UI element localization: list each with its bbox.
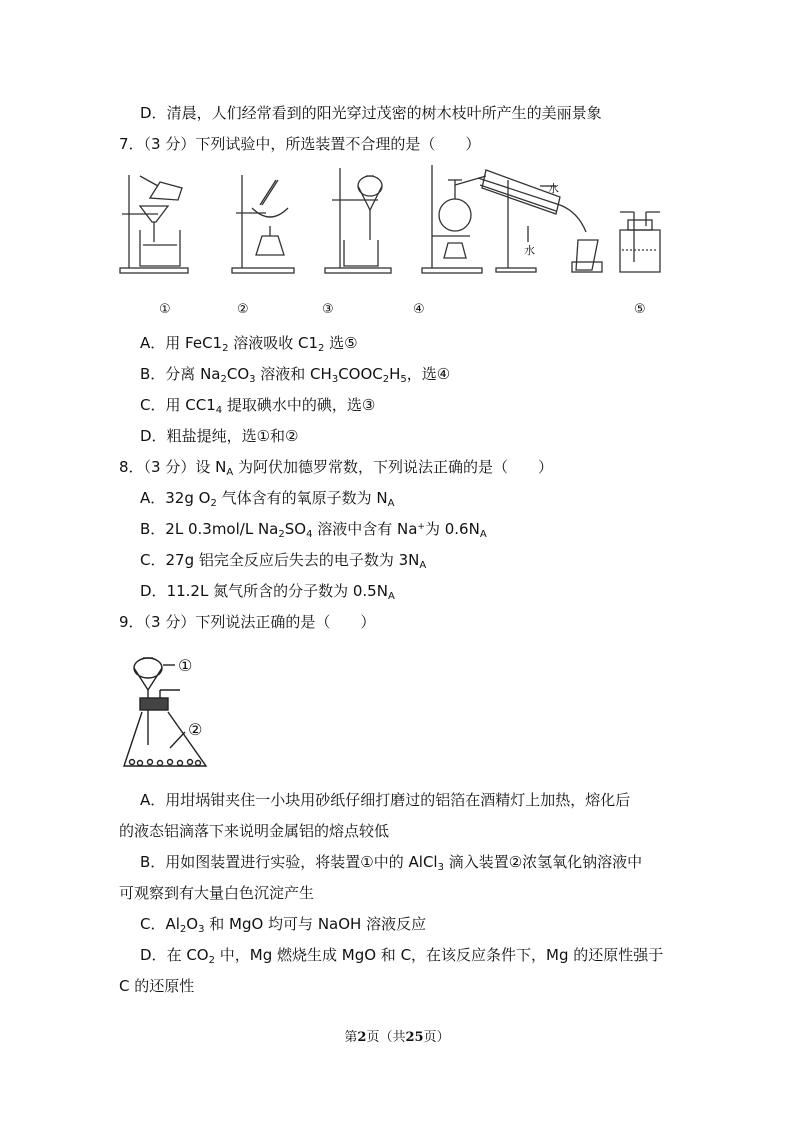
q8-option-b: B．2L 0.3mol/L $Na_2SO_4$ 溶液中含有 Na+为 $0.6N_A$ <box>140 520 487 540</box>
q8-option-a: A．32g $O_2$ 气体含有的氧原子数为 $N_A$ <box>140 489 395 509</box>
q7-option-d: D．粗盐提纯，选①和② <box>140 427 299 445</box>
apparatus-label-5: ⑤ <box>634 302 646 317</box>
q6-option-d: D．清晨，人们经常看到的阳光穿过茂密的树木枝叶所产生的美丽景象 <box>140 104 602 122</box>
filtration-apparatus <box>120 175 188 273</box>
separatory-funnel-apparatus <box>325 168 391 273</box>
q7-option-c: C．用 $CC1_4$ 提取碘水中的碘，选③ <box>140 396 376 416</box>
q9-option-b: B．用如图装置进行实验，将装置①中的 AlCl$_3$ 滴入装置②浓氢氧化钠溶液中 <box>140 853 643 873</box>
q9-figure-label-1: ① <box>178 656 193 675</box>
q9-option-a: A．用坩埚钳夹住一小块用砂纸仔细打磨过的铝箔在酒精灯上加热，熔化后 <box>140 791 631 809</box>
q7-stem: 7．（3 分）下列试验中，所选装置不合理的是（ ） <box>119 135 481 153</box>
q9-apparatus <box>124 658 206 766</box>
q9-option-a-cont: 的液态铝滴落下来说明金属铝的熔点较低 <box>119 822 390 840</box>
q9-option-d-cont: C 的还原性 <box>119 977 195 995</box>
water-in-label: 水 <box>524 244 535 257</box>
q7-option-a: A．用 $FeC1_2$ 溶液吸收 $C1_2$ 选⑤ <box>140 334 358 354</box>
q8-stem: 8．（3 分）设 $N_A$ 为阿伏加德罗常数，下列说法正确的是（ ） <box>119 458 553 478</box>
apparatus-label-2: ② <box>237 302 249 317</box>
q9-figure-label-2: ② <box>188 720 203 739</box>
apparatus-label-1: ① <box>159 302 171 317</box>
water-out-label: 水 <box>548 182 559 195</box>
distillation-apparatus <box>422 165 602 273</box>
q7-option-b: B．分离 $Na_2CO_3$ 溶液和 $CH_3COOC_2H_5$，选④ <box>140 365 451 385</box>
q8-option-c: C．27g 铝完全反应后失去的电子数为 $3N_A$ <box>140 551 427 571</box>
q9-option-d: D．在 $CO_2$ 中，Mg 燃烧生成 MgO 和 C，在该反应条件下，Mg 的还原性强于 <box>140 946 664 966</box>
apparatus-label-4: ④ <box>413 302 425 317</box>
page-footer: 第2页（共25页） <box>344 1030 450 1045</box>
q8-option-d: D．11.2L 氮气所含的分子数为 $0.5N_A$ <box>140 582 395 602</box>
gas-washing-bottle <box>620 212 660 272</box>
apparatus-label-3: ③ <box>322 302 334 317</box>
q9-option-b-cont: 可观察到有大量白色沉淀产生 <box>119 884 315 902</box>
q9-stem: 9．（3 分）下列说法正确的是（ ） <box>119 613 376 631</box>
evaporation-apparatus <box>232 175 294 273</box>
q9-option-c: C．$Al_2O_3$ 和 MgO 均可与 NaOH 溶液反应 <box>140 915 427 935</box>
